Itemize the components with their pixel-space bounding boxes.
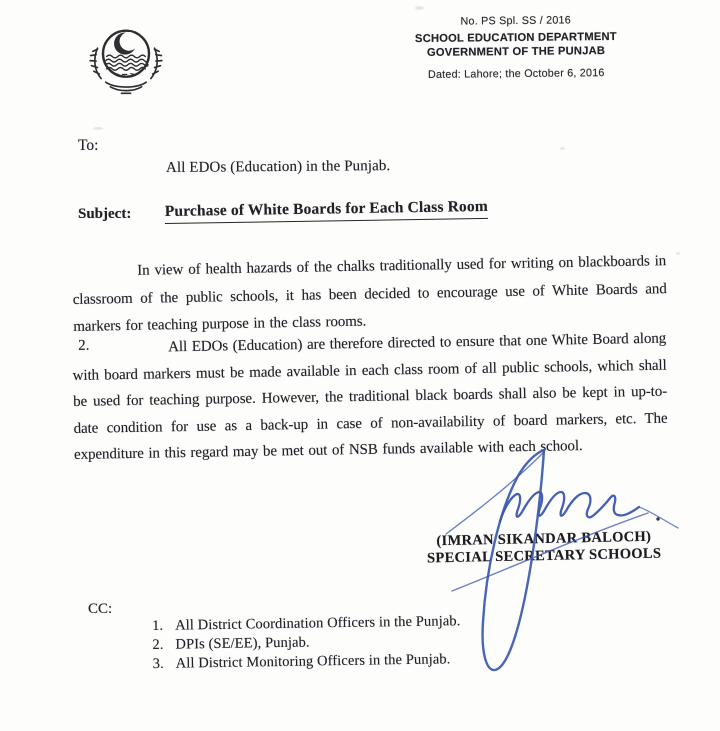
cc-item-text: All District Coordination Officers in the Punjab. xyxy=(175,613,461,634)
to-label: To: xyxy=(78,137,99,154)
signer-name: (IMRAN SIKANDAR BALOCH) xyxy=(436,528,652,550)
scan-speck xyxy=(560,147,565,150)
signer-title: SPECIAL SECRETARY SCHOOLS xyxy=(426,545,662,566)
scan-speck xyxy=(93,127,103,130)
cc-item xyxy=(153,650,462,674)
cc-item-number: 2. xyxy=(152,636,164,653)
ink-dot xyxy=(656,517,659,520)
body-paragraph-2: All EDOs (Education) are therefore directed to ensure that one White Board along with board markers must be made available in each class room of all public schools, which shall be used for teaching purpose. However, the traditional black boards shall also be kept in up-to-date condition for use as a back-up in case of non-availability of board markers, etc. The expenditure in this regard may be met out of NSB funds available with each school. xyxy=(72,330,668,463)
scan-speck xyxy=(676,252,680,255)
subject-label: Subject: xyxy=(78,206,132,222)
cc-item-number: 3. xyxy=(152,655,164,672)
cc-item-text: All District Monitoring Officers in the Punjab. xyxy=(175,650,451,672)
cc-item-number: 1. xyxy=(152,617,164,634)
subject-text: Purchase of White Boards for Each Class Room xyxy=(165,198,488,224)
government-name: GOVERNMENT OF THE PUNJAB xyxy=(426,44,606,59)
reference-number: No. PS Spl. SS / 2016 xyxy=(460,14,572,28)
signature-block xyxy=(425,529,664,567)
date-line: Dated: Lahore; the October 6, 2016 xyxy=(427,67,605,81)
scan-speck xyxy=(415,6,424,10)
cc-label: CC: xyxy=(88,601,113,617)
body-paragraph-1: In view of health hazards of the chalks traditionally used for writing on blackboards in classroom of the public schools, it has been decided to encourage use of White Boards and markers for teaching purpose in the class rooms. xyxy=(72,253,667,335)
cc-item-text: DPIs (SE/EE), Punjab. xyxy=(175,634,310,653)
recipient-line: All EDOs (Education) in the Punjab. xyxy=(165,158,391,176)
punjab-government-emblem xyxy=(80,18,172,106)
department-name: SCHOOL EDUCATION DEPARTMENT xyxy=(414,30,617,46)
letterhead xyxy=(385,14,648,82)
cc-list xyxy=(152,612,461,673)
body-paragraph-2-wrap xyxy=(72,326,670,469)
paragraph-number: 2. xyxy=(78,337,90,354)
